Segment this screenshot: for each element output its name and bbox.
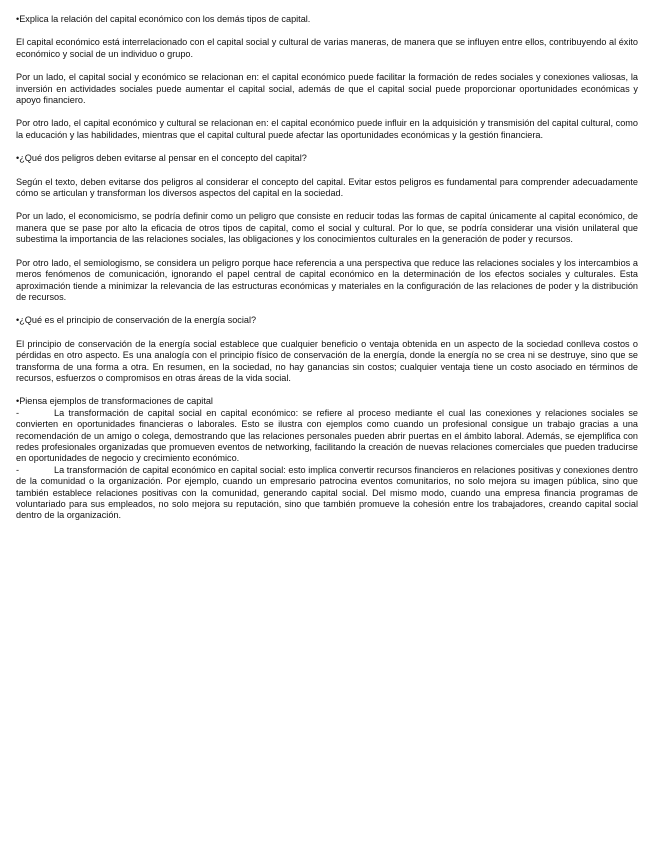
document-page [16,14,638,522]
question-4-heading: •Piensa ejemplos de transformaciones de capital [16,396,213,407]
bullet-item-1 [16,408,638,465]
paragraph-1-3: Por otro lado, el capital económico y cultural se relacionan en: el capital económico puede influir en la adquisición y transmisión del capital cultural, como la educación y las habilidades, mientras que el capital cultural puede afectar las oportunidades económicas y la gestión financiera. [16,118,638,140]
paragraph-2-3: Por otro lado, el semiologismo, se considera un peligro porque hace referencia a una perspectiva que reduce las relaciones sociales y los intercambios a meros fenómenos de comunicación, ignorando el papel central de capital económico en la determinación de los efectos sociales y culturales. Esta aproximación tiende a minimizar la relevancia de las estructuras económicas y materiales en la configuración de las relaciones de poder y la distribución de recursos. [16,257,638,302]
paragraph-3-1: El principio de conservación de la energía social establece que cualquier beneficio o ventaja obtenida en un aspecto de la sociedad conlleva costos o pérdidas en otro aspecto. Es una analogía con el principio físico de conservación de la energía, donde la energía no se crea ni se destruye, sino que se transforma de una forma a otra. En resumen, en la sociedad, no hay ganancias sin costos; cualquier ventaja tiene un costo asociado en términos de recursos, esfuerzos o compromisos en otras áreas de la vida social. [16,338,638,383]
bullet-item-2 [16,465,638,522]
question-1-heading: •Explica la relación del capital económico con los demás tipos de capital. [16,14,311,24]
question-3-heading: •¿Qué es el principio de conservación de la energía social? [16,315,257,326]
paragraph-1-1: El capital económico está interrelacionado con el capital social y cultural de varias maneras, de manera que se influyen entre ellos, contribuyendo al éxito económico y social de un individuo o grupo. [16,37,638,59]
bullet-text-1: La transformación de capital social en capital económico: se refiere al proceso mediante el cual las conexiones y relaciones sociales se convierten en oportunidades financieras o laborales. Esto se ilustra con ejemplos como cuando un profesional consigue un trabajo gracias a una recomendación de un amigo o colega, demostrando que las relaciones personales pueden abrir puertas en el ámbito laboral. Además, se ejemplifica con redes profesionales organizadas que promueven eventos de networking, facilitando la creación de nuevas relaciones comerciales que pueden traducirse en oportunidades de negocio y crecimiento económico. [16,407,638,464]
bullet-dash: - [16,464,20,475]
paragraph-2-1: Según el texto, deben evitarse dos peligros al considerar el concepto del capital. Evitar estos peligros es fundamental para comprender adecuadamente cómo se articulan y transforman los diversos aspectos del capital en la sociedad. [16,176,638,199]
bullet-text-2: La transformación de capital económico en capital social: esto implica convertir recursos financieros en relaciones positivas y conexiones dentro de la comunidad o la organización. Por ejemplo, cuando un empresario patrocina eventos comunitarios, no solo mejora su imagen pública, sino que también establece relaciones positivas con la comunidad, generando capital social. Del mismo modo, cuando una empresa financia programas de voluntariado para sus empleados, no solo mejora su reputación, sino que también promueve la cohesión entre los trabajadores, creando capital social dentro de la organización. [16,464,638,521]
question-2-heading: •¿Qué dos peligros deben evitarse al pensar en el concepto del capital? [16,153,307,164]
paragraph-2-2: Por un lado, el economicismo, se podría definir como un peligro que consiste en reducir todas las formas de capital únicamente al capital económico, de manera que se pase por alto la eficacia de otros tipos de capital, como el social y cultural. Por lo que, se podría considerar una visión unilateral que subestima la importancia de las relaciones sociales, las obligaciones y los conocimientos culturales en la generación de poder y recursos. [16,211,638,245]
bullet-dash: - [16,407,20,418]
paragraph-1-2: Por un lado, el capital social y económico se relacionan en: el capital económico puede facilitar la formación de redes sociales y conexiones valiosas, la inversión en actividades sociales puede aumentar el capital social, además de que el capital social puede proporcionar oportunidades económicas y apoyo financiero. [16,72,638,106]
